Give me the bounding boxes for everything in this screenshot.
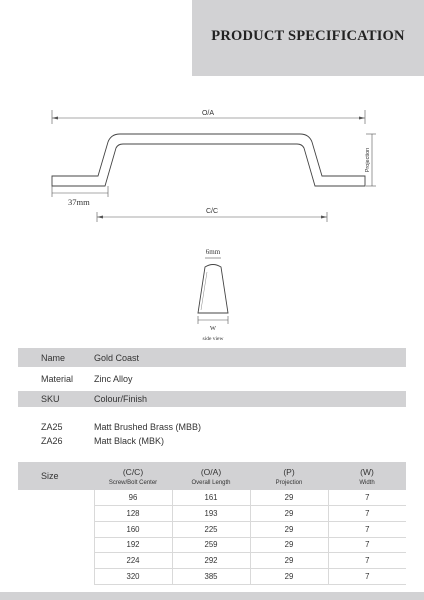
cc-value: 320 xyxy=(94,568,172,584)
table-row xyxy=(18,521,406,537)
foot-length-label: 37mm xyxy=(68,197,90,207)
sku-label: SKU xyxy=(41,394,60,404)
oa-label: O/A xyxy=(201,110,215,117)
page-title: PRODUCT SPECIFICATION xyxy=(211,28,405,44)
size-label: Size xyxy=(18,462,94,490)
table-row xyxy=(18,506,406,522)
width-value: 7 xyxy=(328,521,406,537)
width-value: 7 xyxy=(328,490,406,506)
oa-value: 385 xyxy=(172,568,250,584)
table-row xyxy=(18,568,406,584)
table-row xyxy=(18,490,406,506)
column-header-w: (W) Width xyxy=(328,462,406,490)
name-label: Name xyxy=(41,352,66,363)
sku-header-row xyxy=(18,391,406,407)
name-row xyxy=(18,348,406,367)
column-header-oa: (O/A) Overall Length xyxy=(172,462,250,490)
oa-value: 259 xyxy=(172,537,250,553)
column-header-p: (P) Projection xyxy=(250,462,328,490)
technical-drawing xyxy=(0,100,424,345)
sku-row xyxy=(18,420,406,434)
sku-finish: Matt Brushed Brass (MBB) xyxy=(94,422,202,432)
spec-table xyxy=(18,348,406,585)
sku-code: ZA26 xyxy=(41,436,63,446)
table-row xyxy=(18,537,406,553)
cc-value: 224 xyxy=(94,553,172,569)
cc-value: 96 xyxy=(94,490,172,506)
colour-finish-label: Colour/Finish xyxy=(94,394,148,404)
projection-value: 29 xyxy=(250,553,328,569)
material-label: Material xyxy=(41,374,74,384)
cc-value: 192 xyxy=(94,537,172,553)
width-value: 7 xyxy=(328,537,406,553)
side-view-label: side view xyxy=(202,336,224,342)
width-value: 7 xyxy=(328,506,406,522)
column-header-cc: (C/C) Screw/Bolt Center xyxy=(94,462,172,490)
width-value: 7 xyxy=(328,568,406,584)
header-left-panel xyxy=(0,0,192,76)
cc-label: C/C xyxy=(205,208,219,215)
oa-value: 193 xyxy=(172,506,250,522)
projection-value: 29 xyxy=(250,568,328,584)
width-label: W xyxy=(209,325,217,332)
projection-value: 29 xyxy=(250,521,328,537)
projection-value: 29 xyxy=(250,506,328,522)
material-row xyxy=(18,367,406,391)
width-top-label: 6mm xyxy=(205,248,221,256)
table-row xyxy=(18,553,406,569)
cc-value: 160 xyxy=(94,521,172,537)
sku-code: ZA25 xyxy=(41,422,63,432)
cc-value: 128 xyxy=(94,506,172,522)
oa-value: 161 xyxy=(172,490,250,506)
oa-value: 225 xyxy=(172,521,250,537)
sku-finish: Matt Black (MBK) xyxy=(94,436,165,446)
side-view-profile xyxy=(198,265,228,314)
name-value: Gold Coast xyxy=(94,352,140,363)
oa-value: 292 xyxy=(172,553,250,569)
size-header-row xyxy=(18,462,406,490)
sku-row xyxy=(18,434,406,448)
projection-label: Projection xyxy=(365,147,371,173)
footer-bar xyxy=(0,592,424,600)
handle-profile xyxy=(52,134,365,186)
material-value: Zinc Alloy xyxy=(94,374,133,384)
projection-value: 29 xyxy=(250,490,328,506)
projection-value: 29 xyxy=(250,537,328,553)
width-value: 7 xyxy=(328,553,406,569)
